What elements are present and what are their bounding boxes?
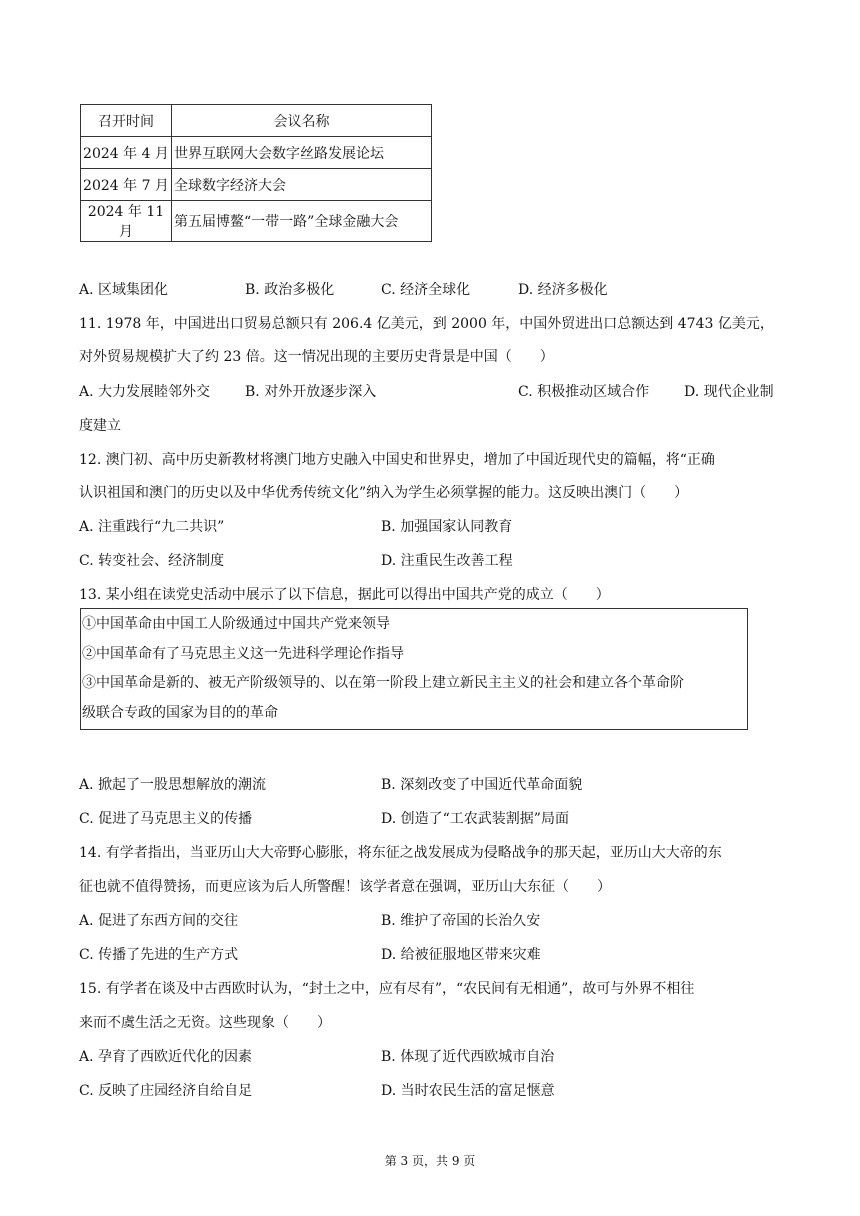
q11-option-d-continued: 度建立 (79, 418, 121, 434)
table-cell: 2024 年 7 月 (81, 169, 172, 201)
q10-option-a: A. 区域集团化 (79, 282, 169, 298)
q14-option-a: A. 促进了东西方间的交往 (79, 913, 239, 929)
q11-option-c: C. 积极推动区域合作 (518, 384, 650, 400)
table-cell: 2024 年 4 月 (81, 137, 172, 169)
conference-table (80, 104, 432, 242)
q11-option-a: A. 大力发展睦邻外交 (79, 384, 211, 400)
q13-box-line-1: ①中国革命由中国工人阶级通过中国共产党来领导 (82, 616, 390, 632)
table-cell: 第五届博鳌“一带一路”全球金融大会 (172, 201, 432, 242)
table-cell: 世界互联网大会数字丝路发展论坛 (172, 137, 432, 169)
q10-option-c: C. 经济全球化 (381, 282, 471, 298)
q12-option-b: B. 加强国家认同教育 (381, 519, 513, 535)
q11-option-d: D. 现代企业制 (684, 384, 774, 400)
q10-option-d: D. 经济多极化 (518, 282, 608, 298)
table-cell: 全球数字经济大会 (172, 169, 432, 201)
q15-option-b: B. 体现了近代西欧城市自治 (381, 1049, 555, 1065)
table-row (81, 201, 432, 242)
q15-stem-line-2: 来而不虞生活之无资。这些现象（ ） (79, 1015, 331, 1031)
q14-option-d: D. 给被征服地区带来灾难 (381, 947, 541, 963)
q14-option-b: B. 维护了帝国的长治久安 (381, 913, 541, 929)
q12-stem-line-2: 认识祖国和澳门的历史以及中华优秀传统文化”纳入为学生必须掌握的能力。这反映出澳门（ ） (79, 485, 689, 501)
table-header-cell: 会议名称 (172, 105, 432, 137)
q13-option-a: A. 掀起了一股思想解放的潮流 (79, 777, 267, 793)
table-header-cell: 召开时间 (81, 105, 172, 137)
q13-box-line-3: ③中国革命是新的、被无产阶级领导的、以在第一阶段上建立新民主主义的社会和建立各个革命阶 (82, 675, 684, 691)
q13-box-line-2: ②中国革命有了马克思主义这一先进科学理论作指导 (82, 646, 404, 662)
q14-option-c: C. 传播了先进的生产方式 (79, 947, 239, 963)
table-cell: 2024 年 11 月 (81, 201, 172, 242)
q15-option-d: D. 当时农民生活的富足惬意 (381, 1083, 555, 1099)
q13-stem: 13. 某小组在读党史活动中展示了以下信息，据此可以得出中国共产党的成立（ ） (79, 587, 610, 603)
table-header-row (81, 105, 432, 137)
q13-box-line-4: 级联合专政的国家为目的的革命 (82, 705, 278, 721)
q11-option-b: B. 对外开放逐步深入 (245, 384, 377, 400)
q13-option-b: B. 深刻改变了中国近代革命面貌 (381, 777, 583, 793)
q14-stem-line-1: 14. 有学者指出，当亚历山大大帝野心膨胀，将东征之战发展成为侵略战争的那天起，亚历山大大帝的东 (79, 845, 722, 861)
q15-option-c: C. 反映了庄园经济自给自足 (79, 1083, 253, 1099)
q11-stem-line-2: 对外贸易规模扩大了约 23 倍。这一情况出现的主要历史背景是中国（ ） (79, 349, 554, 365)
q14-stem-line-2: 征也就不值得赞扬，而更应该为后人所警醒！该学者意在强调，亚历山大东征（ ） (79, 879, 611, 895)
q12-stem-line-1: 12. 澳门初、高中历史新教材将澳门地方史融入中国史和世界史，增加了中国近现代史的篇幅，将“正确 (79, 452, 715, 468)
q10-option-b: B. 政治多极化 (245, 282, 335, 298)
q12-option-c: C. 转变社会、经济制度 (79, 553, 225, 569)
q12-option-a: A. 注重践行“九二共识” (79, 519, 225, 535)
q12-option-d: D. 注重民生改善工程 (381, 553, 513, 569)
q11-stem-line-1: 11. 1978 年，中国进出口贸易总额只有 206.4 亿美元，到 2000 年，中国外贸进出口总额达到 4743 亿美元， (79, 316, 774, 332)
page-footer: 第 3 页，共 9 页 (384, 1154, 476, 1168)
table-row (81, 169, 432, 201)
q13-option-c: C. 促进了马克思主义的传播 (79, 811, 253, 827)
q13-option-d: D. 创造了“工农武装割据”局面 (381, 811, 569, 827)
q15-stem-line-1: 15. 有学者在谈及中古西欧时认为，“封土之中，应有尽有”，“农民间有无相通”，故可与外界不相往 (79, 981, 695, 997)
q15-option-a: A. 孕育了西欧近代化的因素 (79, 1049, 253, 1065)
table-row (81, 137, 432, 169)
